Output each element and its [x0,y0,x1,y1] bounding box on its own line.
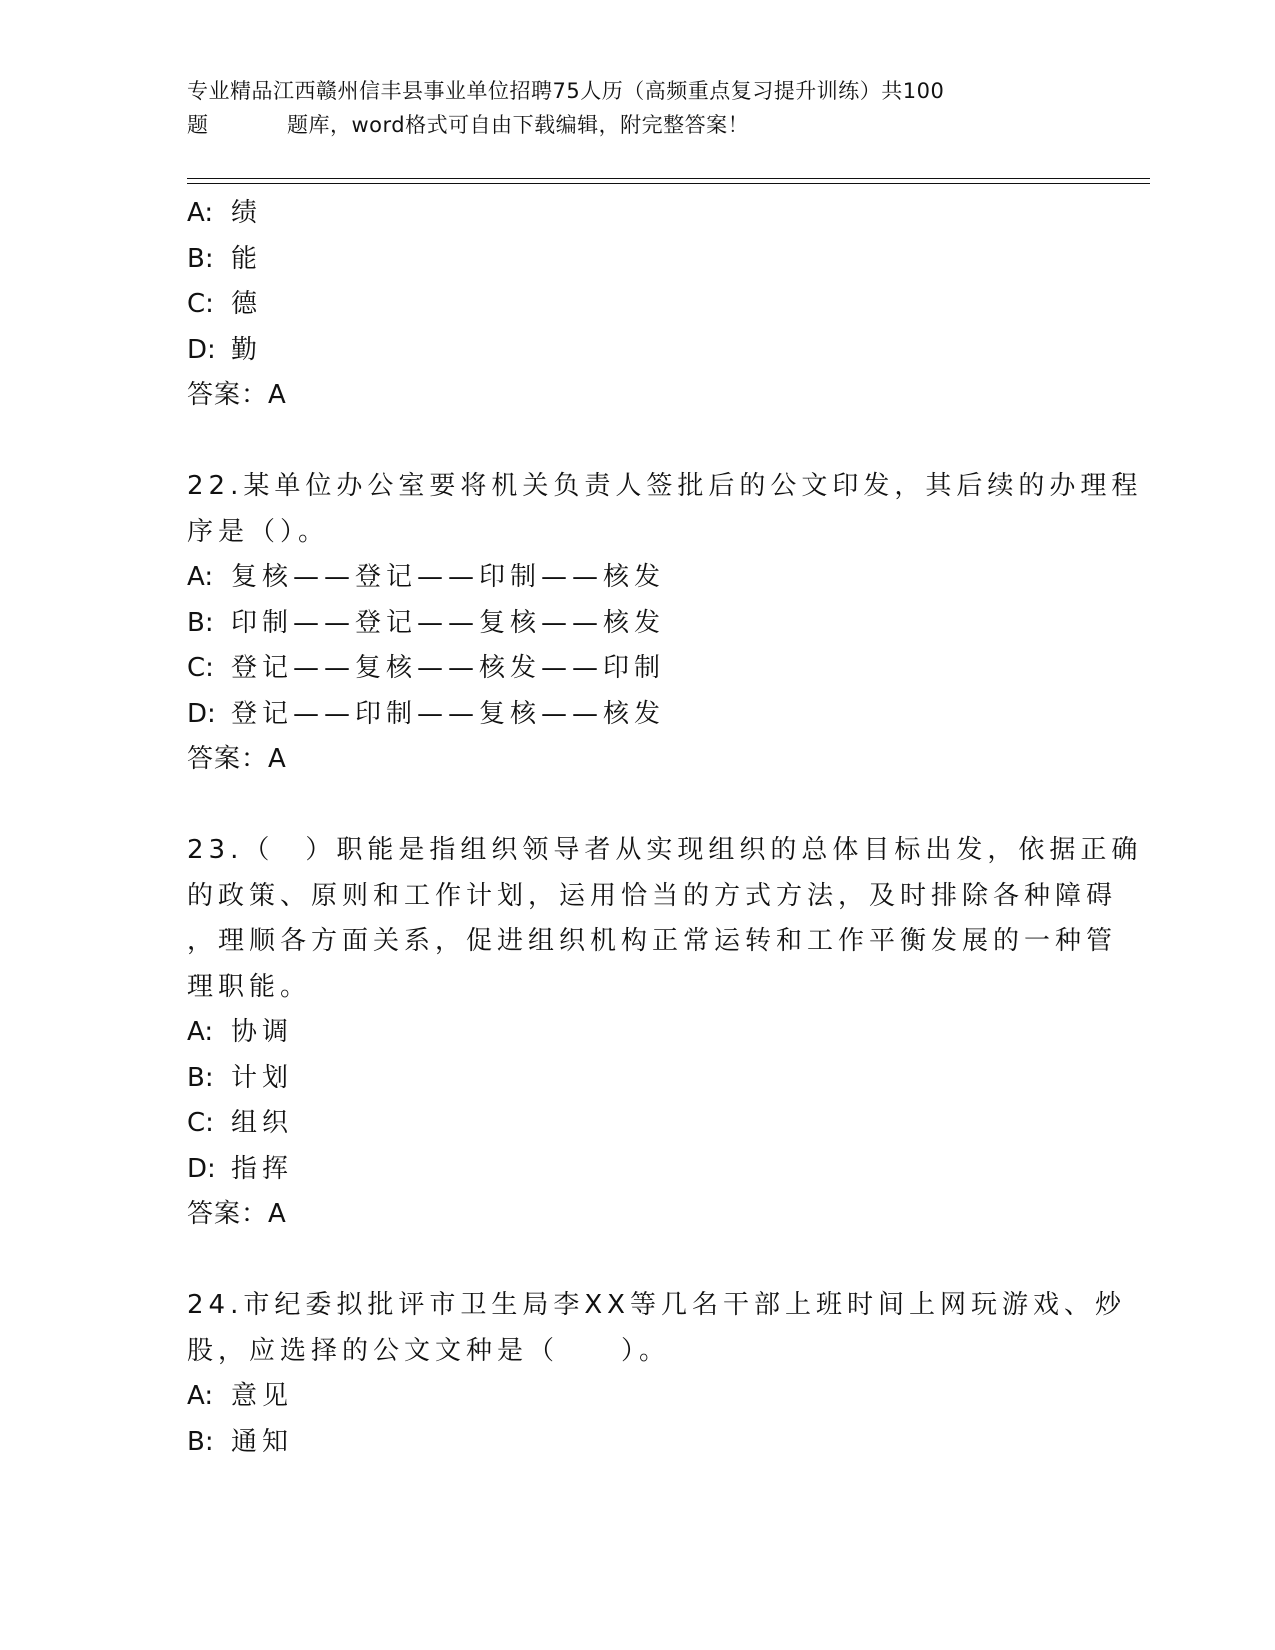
question-21-continued [187,191,1077,419]
question-22 [187,464,1143,783]
header-divider-top [187,178,1150,179]
header-title-line2 [187,108,1067,142]
header-title-line1: 专业精品江西赣州信丰县事业单位招聘75人历（高频重点复习提升训练）共100 [187,79,945,103]
answer-line: 答案：A [187,1199,287,1229]
option-b: B: 印制——登记——复核——核发 [187,607,666,638]
header-divider-bottom [187,183,1150,184]
question-stem-line: 股，应选择的公文文种是（ ）。 [187,1335,671,1366]
spacer [187,419,1077,465]
question-23 [187,828,1143,1238]
option-a: A: 绩 [187,198,263,228]
question-stem-line: 23.（ ）职能是指组织领导者从实现组织的总体目标出发，依据正确 [187,835,1143,865]
answer-line: 答案：A [187,744,287,774]
option-b: B: 通知 [187,1426,294,1457]
spacer [187,1238,1077,1284]
question-stem-line: 序是（）。 [187,516,330,547]
option-d: D: 勤 [187,334,263,365]
option-b: B: 计划 [187,1062,294,1093]
question-stem-line: 理职能。 [187,971,312,1002]
option-d: D: 登记——印制——复核——核发 [187,698,666,729]
spacer [187,783,1077,829]
document-header [187,74,1067,142]
question-stem-line: 的政策、原则和工作计划，运用恰当的方式方法，及时排除各种障碍 [187,880,1118,911]
option-c: C: 德 [187,289,263,319]
question-stem-line: 24.市纪委拟批评市卫生局李XX等几名干部上班时间上网玩游戏、炒 [187,1290,1126,1320]
option-b: B: 能 [187,243,263,274]
answer-line: 答案：A [187,380,287,410]
option-c: C: 登记——复核——核发——印制 [187,653,666,683]
question-stem-line: 22.某单位办公室要将机关负责人签批后的公文印发，其后续的办理程 [187,471,1143,501]
header-line2-lead: 题 [187,113,209,137]
document-body [187,191,1143,1465]
question-stem-line: ，理顺各方面关系，促进组织机构正常运转和工作平衡发展的一种管 [187,926,1118,956]
header-line2-rest: 题库，word格式可自由下载编辑，附完整答案！ [287,113,750,137]
option-c: C: 组织 [187,1108,294,1138]
option-d: D: 指挥 [187,1153,294,1184]
option-a: A: 协调 [187,1017,294,1047]
question-24 [187,1283,1126,1465]
option-a: A: 复核——登记——印制——核发 [187,562,666,592]
option-a: A: 意见 [187,1381,294,1411]
